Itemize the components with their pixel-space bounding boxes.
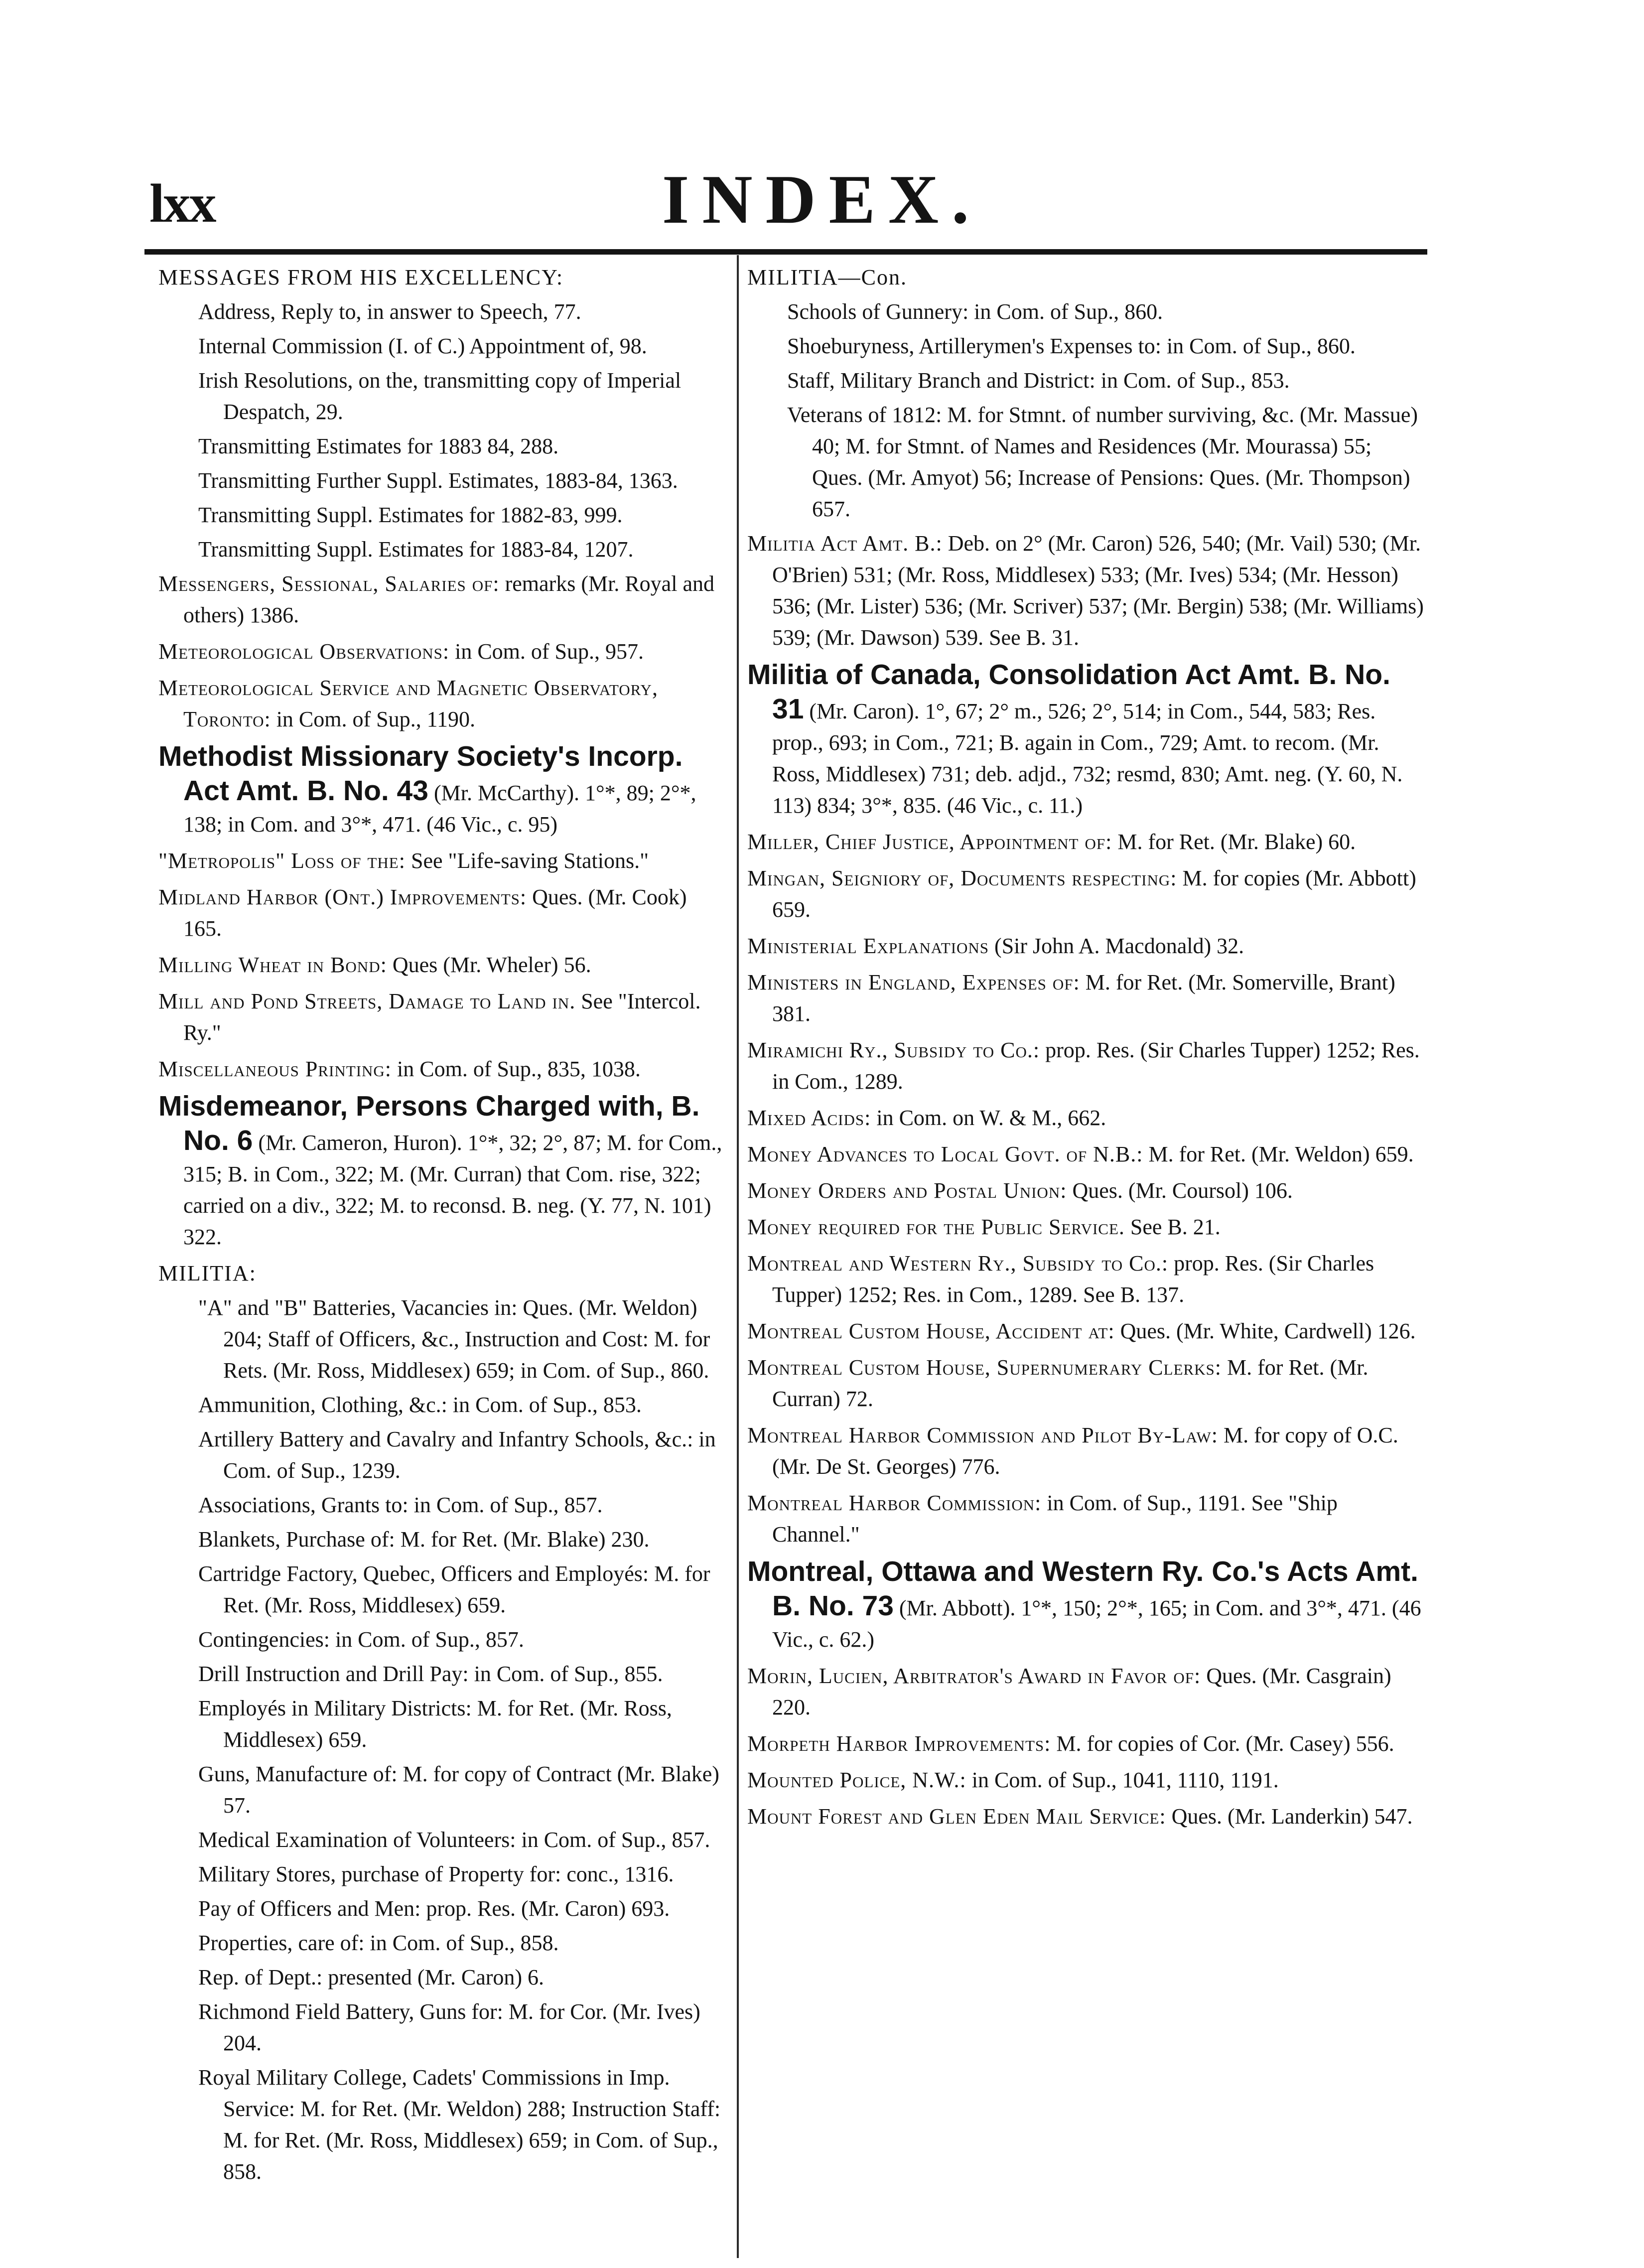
page-number: lxx: [149, 173, 215, 234]
index-entry: Morin, Lucien, Arbitrator's Award in Favor of: Ques. (Mr. Casgrain) 220.: [747, 1664, 1391, 1719]
index-entry: Mounted Police, N.W.: in Com. of Sup., 1041, 1110, 1191.: [747, 1768, 1279, 1792]
index-entry: Mill and Pond Streets, Damage to Land in. See "Intercol. Ry.": [158, 989, 701, 1045]
index-entry: Money Advances to Local Govt. of N.B.: M. for Ret. (Mr. Weldon) 659.: [747, 1142, 1414, 1166]
column-divider: [737, 255, 739, 2258]
sub-entry: Associations, Grants to: in Com. of Sup., 857.: [198, 1493, 603, 1517]
index-entry: Montreal Harbor Commission and Pilot By-Law: M. for copy of O.C. (Mr. De St. Georges) 776.: [747, 1423, 1398, 1479]
sub-entry: Transmitting Further Suppl. Estimates, 1883-84, 1363.: [198, 468, 678, 493]
sub-entry: Drill Instruction and Drill Pay: in Com. of Sup., 855.: [198, 1662, 663, 1686]
index-entry: Milling Wheat in Bond: Ques (Mr. Wheler) 56.: [158, 953, 591, 977]
sub-entry: Contingencies: in Com. of Sup., 857.: [198, 1627, 524, 1652]
index-entry: Mingan, Seigniory of, Documents respecting: M. for copies (Mr. Abbott) 659.: [747, 866, 1416, 922]
index-entry: Montreal and Western Ry., Subsidy to Co.: prop. Res. (Sir Charles Tupper) 1252; Res. in Com., 1289. See B. 137.: [747, 1251, 1374, 1307]
sub-entry: Transmitting Suppl. Estimates for 1883-84, 1207.: [198, 537, 634, 562]
index-entry: Money Orders and Postal Union: Ques. (Mr. Coursol) 106.: [747, 1178, 1293, 1203]
index-entry: Meteorological Observations: in Com. of Sup., 957.: [158, 639, 644, 664]
sub-entry: Schools of Gunnery: in Com. of Sup., 860.: [787, 299, 1163, 324]
index-entry: Midland Harbor (Ont.) Improvements: Ques. (Mr. Cook) 165.: [158, 885, 687, 941]
sub-entry: Staff, Military Branch and District: in Com. of Sup., 853.: [787, 368, 1290, 393]
index-entry-bill: Montreal, Ottawa and Western Ry. Co.'s Acts Amt. B. No. 73 (Mr. Abbott). 1°*, 150; 2°*, 165; in Com. and 3°*, 471. (46 Vic., c. 62.): [747, 1556, 1421, 1652]
right-column: [747, 262, 1427, 1837]
militia-subentries: [158, 1292, 726, 2187]
index-entry: Montreal Custom House, Supernumerary Clerks: M. for Ret. (Mr. Curran) 72.: [747, 1355, 1369, 1411]
index-entry-bill: Misdemeanor, Persons Charged with, B. No. 6 (Mr. Cameron, Huron). 1°*, 32; 2°, 87; M. for Com., 315; B. in Com., 322; M. (Mr. Curran) that Com. rise, 322; carried on a div., 322; M. to reconsd. B. neg. (Y. 77, N. 101) 322.: [158, 1090, 722, 1249]
sub-entry: Properties, care of: in Com. of Sup., 858.: [198, 1931, 559, 1955]
sub-entry: Employés in Military Districts: M. for Ret. (Mr. Ross, Middlesex) 659.: [198, 1696, 672, 1752]
sub-entry: Guns, Manufacture of: M. for copy of Contract (Mr. Blake) 57.: [198, 1762, 719, 1818]
index-entry: Ministerial Explanations (Sir John A. Macdonald) 32.: [747, 934, 1244, 958]
sub-entry: "A" and "B" Batteries, Vacancies in: Ques. (Mr. Weldon) 204; Staff of Officers, &c., Instruction and Cost: M. for Rets. (Mr. Ross, Middlesex) 659; in Com. of Sup., 860.: [198, 1295, 710, 1383]
index-entry: Militia Act Amt. B.: Deb. on 2° (Mr. Caron) 526, 540; (Mr. Vail) 530; (Mr. O'Brien) 531; (Mr. Ross, Middlesex) 533; (Mr. Ives) 534; (Mr. Hesson) 536; (Mr. Lister) 536; (Mr. Scriver) 537; (Mr. Bergin) 538; (Mr. Williams) 539; (Mr. Dawson) 539. See B. 31.: [747, 531, 1424, 650]
sub-entry: Richmond Field Battery, Guns for: M. for Cor. (Mr. Ives) 204.: [198, 1999, 700, 2055]
section-heading-militia-con: MILITIA—Con.: [747, 265, 907, 289]
index-entry: Miller, Chief Justice, Appointment of: M. for Ret. (Mr. Blake) 60.: [747, 830, 1356, 854]
sub-entry: Shoeburyness, Artillerymen's Expenses to: in Com. of Sup., 860.: [787, 334, 1356, 358]
index-entry: Montreal Harbor Commission: in Com. of Sup., 1191. See "Ship Channel.": [747, 1491, 1338, 1547]
sub-entry: Artillery Battery and Cavalry and Infantry Schools, &c.: in Com. of Sup., 1239.: [198, 1427, 716, 1483]
index-entry-bill: Militia of Canada, Consolidation Act Amt. B. No. 31 (Mr. Caron). 1°, 67; 2° m., 526; 2°, 514; in Com., 544, 583; Res. prop., 693; in Com., 721; B. again in Com., 729; Amt. to recom. (Mr. Ross, Middlesex) 731; deb. adjd., 732; resmd, 830; Amt. neg. (Y. 60, N. 113) 834; 3°*, 835. (46 Vic., c. 11.): [747, 659, 1403, 818]
index-entry: Messengers, Sessional, Salaries of: remarks (Mr. Royal and others) 1386.: [158, 571, 714, 627]
section-heading-messages: MESSAGES FROM HIS EXCELLENCY:: [158, 265, 564, 289]
sub-entry: Internal Commission (I. of C.) Appointment of, 98.: [198, 334, 647, 358]
index-entry: Meteorological Service and Magnetic Observatory, Toronto: in Com. of Sup., 1190.: [158, 676, 658, 731]
sub-entry: Transmitting Suppl. Estimates for 1882-83, 999.: [198, 503, 623, 527]
sub-entry: Transmitting Estimates for 1883 84, 288.: [198, 434, 559, 458]
index-entry: Ministers in England, Expenses of: M. for Ret. (Mr. Somerville, Brant) 381.: [747, 970, 1395, 1026]
sub-entry: Blankets, Purchase of: M. for Ret. (Mr. Blake) 230.: [198, 1527, 650, 1552]
index-entry: Mixed Acids: in Com. on W. & M., 662.: [747, 1106, 1106, 1130]
sub-entry: Medical Examination of Volunteers: in Com. of Sup., 857.: [198, 1828, 710, 1852]
index-entry: Money required for the Public Service. See B. 21.: [747, 1215, 1221, 1239]
sub-entry: Cartridge Factory, Quebec, Officers and Employés: M. for Ret. (Mr. Ross, Middlesex) 659.: [198, 1561, 710, 1617]
index-entry: Mount Forest and Glen Eden Mail Service: Ques. (Mr. Landerkin) 547.: [747, 1804, 1413, 1829]
index-entry: "Metropolis" Loss of the: See "Life-saving Stations.": [158, 849, 649, 873]
sub-entry: Address, Reply to, in answer to Speech, 77.: [198, 299, 581, 324]
messages-subentries: [158, 296, 726, 565]
index-entry: Montreal Custom House, Accident at: Ques. (Mr. White, Cardwell) 126.: [747, 1319, 1416, 1343]
left-column: [158, 262, 726, 2190]
header-rule: [144, 249, 1427, 255]
sub-entry: Royal Military College, Cadets' Commissions in Imp. Service: M. for Ret. (Mr. Weldon) 288; Instruction Staff: M. for Ret. (Mr. Ross, Middlesex) 659; in Com. of Sup., 858.: [198, 2065, 721, 2184]
section-heading-militia: MILITIA:: [158, 1261, 257, 1285]
sub-entry: Pay of Officers and Men: prop. Res. (Mr. Caron) 693.: [198, 1896, 670, 1921]
index-entry-bill: Methodist Missionary Society's Incorp. Act Amt. B. No. 43 (Mr. McCarthy). 1°*, 89; 2°*, 138; in Com. and 3°*, 471. (46 Vic., c. 95): [158, 740, 696, 837]
index-entry: Miscellaneous Printing: in Com. of Sup., 835, 1038.: [158, 1057, 641, 1081]
sub-entry: Veterans of 1812: M. for Stmnt. of number surviving, &c. (Mr. Massue) 40; M. for Stmnt. of Names and Residences (Mr. Mourassa) 55; Ques. (Mr. Amyot) 56; Increase of Pensions: Ques. (Mr. Thompson) 657.: [787, 403, 1418, 521]
sub-entry: Rep. of Dept.: presented (Mr. Caron) 6.: [198, 1965, 545, 1989]
sub-entry: Irish Resolutions, on the, transmitting copy of Imperial Despatch, 29.: [198, 368, 682, 424]
sub-entry: Ammunition, Clothing, &c.: in Com. of Sup., 853.: [198, 1393, 642, 1417]
index-entry: Morpeth Harbor Improvements: M. for copies of Cor. (Mr. Casey) 556.: [747, 1731, 1394, 1756]
index-entry: Miramichi Ry., Subsidy to Co.: prop. Res. (Sir Charles Tupper) 1252; Res. in Com., 1289.: [747, 1038, 1420, 1094]
militia-con-subentries: [747, 296, 1427, 525]
page-title: INDEX.: [662, 161, 982, 238]
page-header: [0, 149, 1644, 239]
sub-entry: Military Stores, purchase of Property for: conc., 1316.: [198, 1862, 674, 1886]
